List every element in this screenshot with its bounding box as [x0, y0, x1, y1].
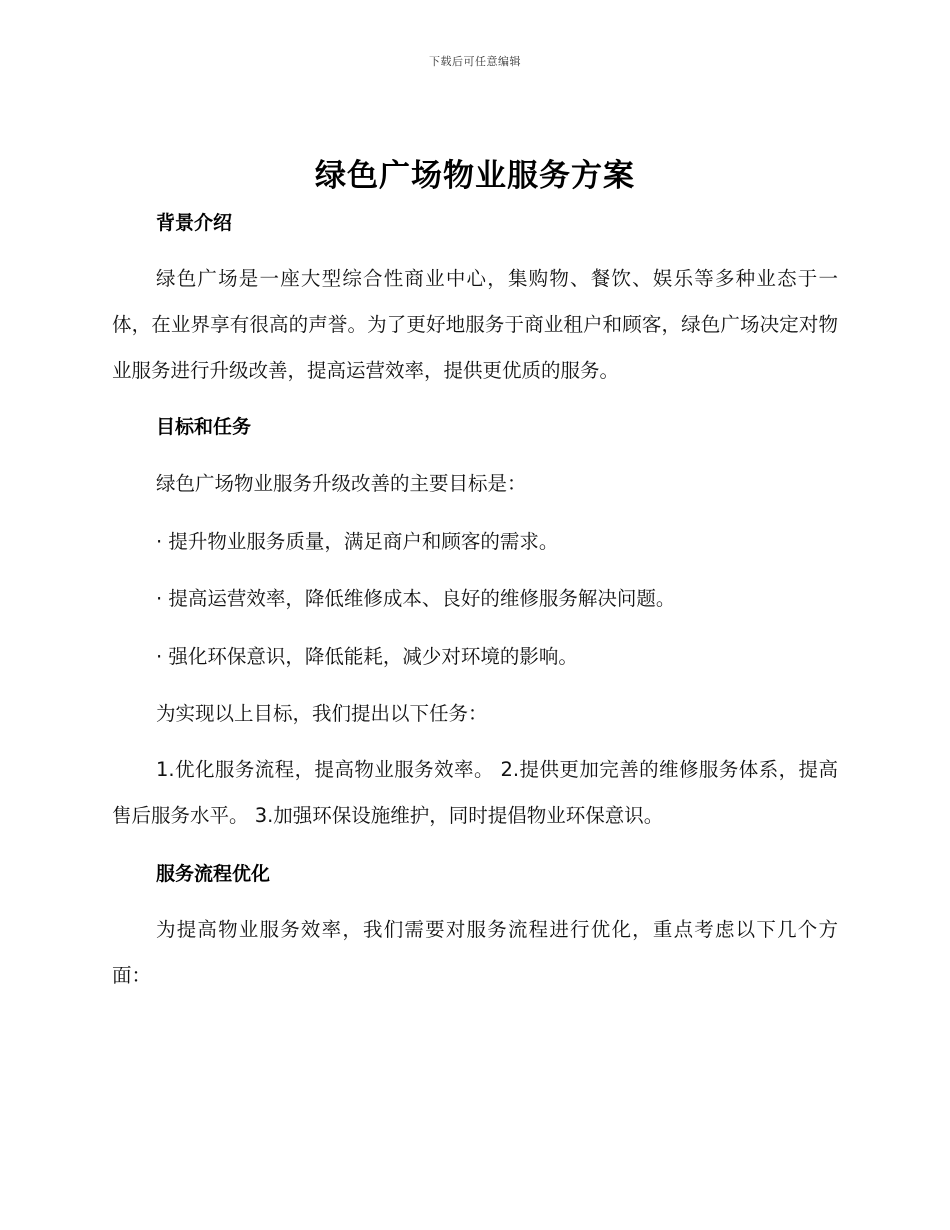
- tasks-paragraph: 1.优化服务流程，提高物业服务效率。 2.提供更加完善的维修服务体系，提高售后服务水平。 3.加强环保设施维护，同时提倡物业环保意识。: [112, 758, 838, 827]
- goals-intro: 绿色广场物业服务升级改善的主要目标是：: [156, 472, 527, 495]
- section-heading-background: 背景介绍: [156, 212, 233, 234]
- section-heading-goals: 目标和任务: [156, 416, 252, 438]
- header-note: 下载后可任意编辑: [429, 55, 521, 68]
- process-paragraph: 为提高物业服务效率，我们需要对服务流程进行优化，重点考虑以下几个方面：: [112, 918, 838, 987]
- section-heading-process: 服务流程优化: [156, 863, 271, 885]
- goal-bullet-2: · 提高运营效率，降低维修成本、良好的维修服务解决问题。: [156, 587, 676, 610]
- tasks-intro: 为实现以上目标，我们提出以下任务：: [156, 702, 488, 725]
- goal-bullet-1: · 提升物业服务质量，满足商户和顾客的需求。: [156, 530, 559, 553]
- goal-bullet-3: · 强化环保意识，降低能耗，减少对环境的影响。: [156, 645, 578, 668]
- document-title: 绿色广场物业服务方案: [315, 158, 635, 194]
- background-paragraph: 绿色广场是一座大型综合性商业中心，集购物、餐饮、娱乐等多种业态于一体，在业界享有很高的声誉。为了更好地服务于商业租户和顾客，绿色广场决定对物业服务进行升级改善，提高运营效率，提供更优质的服务。: [112, 267, 838, 382]
